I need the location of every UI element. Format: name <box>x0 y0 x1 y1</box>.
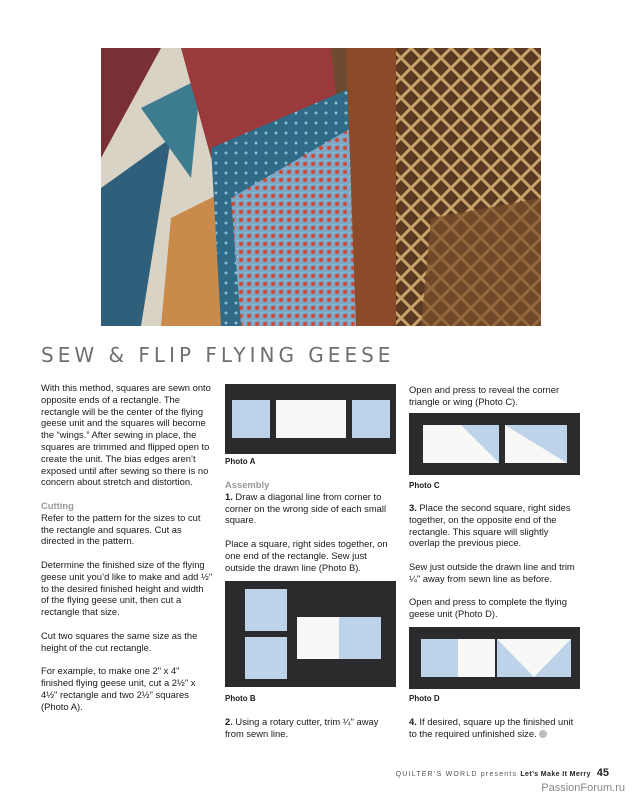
photo-a <box>225 384 396 454</box>
column-2-lower <box>225 716 397 751</box>
column-2-upper <box>225 479 397 585</box>
photo-c <box>409 413 580 475</box>
step-3b: Sew just outside the drawn line and trim ¼" away from sewn line as before. <box>409 560 575 584</box>
photo-a-caption: Photo A <box>225 457 256 466</box>
assembly-heading: Assembly <box>225 479 270 490</box>
cutting-heading: Cutting <box>41 499 74 511</box>
step-3c: Open and press to complete the flying geese unit (Photo D). <box>409 596 567 620</box>
footer-book-title: Let’s Make It Merry <box>520 771 591 778</box>
hero-photo <box>101 48 541 326</box>
cutting-paragraph-1: Refer to the pattern for the sizes to cut the rectangle and squares. Cut as directed in the pattern. <box>41 511 201 547</box>
step-1b: Place a square, right sides together, on one end of the rectangle. Sew just outside the drawn line (Photo B). <box>225 537 388 573</box>
left-square <box>232 400 270 438</box>
page-footer <box>396 767 609 779</box>
page-number: 45 <box>596 767 609 779</box>
step-1-number: 1. <box>225 490 233 502</box>
step-3 <box>409 502 581 549</box>
step-2-text: Using a rotary cutter, trim ¼" away from sewn line. <box>225 716 379 739</box>
photo-b <box>225 581 396 687</box>
step-3-text: Place the second square, right sides together, on the opposite end of the rectangle. This square will slightly overlap the previous piece. <box>409 502 571 549</box>
photo-b-caption: Photo B <box>225 694 256 703</box>
watermark: PassionForum.ru <box>541 782 625 794</box>
photo-c-caption: Photo C <box>409 481 440 490</box>
column-3-middle <box>409 502 581 632</box>
quilt-chair-image <box>101 48 541 326</box>
step-1-text: Draw a diagonal line from corner to corner on the wrong side of each small square. <box>225 490 387 526</box>
intro-paragraph: With this method, squares are sewn onto opposite ends of a rectangle. The rectangle will be the center of the flying geese unit and the squares will become the “wings.” After sewing in place, the squares are trimmed and flipped open to create the unit. The bias edges aren’t exposed until after sewing so there is no concern about stretch and distortion. <box>41 382 211 488</box>
open-press-text: Open and press to reveal the corner triangle or wing (Photo C). <box>409 384 560 407</box>
end-mark-icon <box>539 730 547 738</box>
center-rectangle <box>276 400 346 438</box>
section-title: SEW & FLIP FLYING GEESE <box>41 343 395 367</box>
step-2-number: 2. <box>225 716 233 727</box>
cutting-paragraph-4: For example, to make one 2" x 4" finished flying geese unit, cut a 2½" x 4½" rectangle and two 2½" squares (Photo A). <box>41 665 196 712</box>
photo-d-caption: Photo D <box>409 694 440 703</box>
square-1 <box>245 589 287 631</box>
step-4 <box>409 716 581 740</box>
column-3-lower <box>409 716 581 751</box>
sewn-square <box>339 617 381 659</box>
step-2 <box>225 716 397 740</box>
step-4-text: If desired, square up the finished unit to the required unfinished size. <box>409 716 574 739</box>
step-1 <box>225 491 397 526</box>
cutting-paragraph-3: Cut two squares the same size as the height of the cut rectangle. <box>41 629 198 653</box>
photo-d <box>409 627 580 689</box>
right-square <box>352 400 390 438</box>
step-3-number: 3. <box>409 502 417 513</box>
step-4-number: 4. <box>409 716 417 727</box>
column-1 <box>41 382 213 724</box>
footer-brand: QUILTER’S WORLD presents <box>395 771 521 778</box>
square-2 <box>245 637 287 679</box>
cutting-paragraph-2: Determine the finished size of the flying geese unit you’d like to make and add ½" to the desired finished height and width of the flying geese unit, then cut a rectangle that size. <box>41 558 213 618</box>
